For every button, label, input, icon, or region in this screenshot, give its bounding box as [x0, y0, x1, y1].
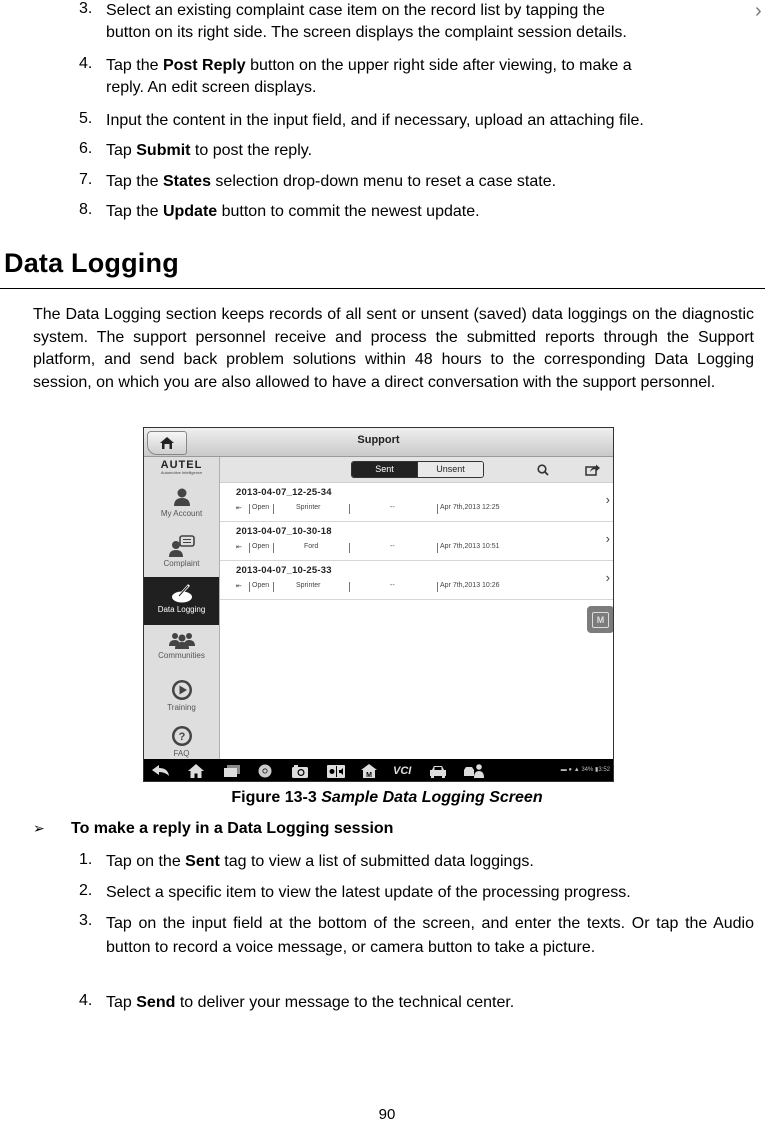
maxisys-home-icon: [361, 764, 377, 778]
step-text-line1: Select an existing complaint case item on the record list by tapping the: [106, 2, 605, 19]
step-text-line2: button on its right side. The screen displays the complaint session details.: [106, 24, 627, 41]
camera-button[interactable]: [292, 763, 308, 779]
section-heading: Data Logging: [4, 248, 179, 278]
sidebar-item-data-logging[interactable]: [144, 577, 219, 625]
browser-button[interactable]: [258, 763, 272, 779]
toolbar: [220, 457, 614, 483]
play-icon: [171, 679, 193, 701]
log-vehicle: Sprinter: [296, 582, 321, 589]
step-number: 4.: [79, 55, 93, 72]
step-text: [106, 171, 754, 193]
caption-title: Sample Data Logging Screen: [321, 789, 543, 806]
step-text-post: to post the reply.: [190, 142, 313, 159]
chevron-right-icon[interactable]: ›: [605, 570, 610, 585]
list-item[interactable]: [220, 561, 614, 600]
log-status: Open: [252, 504, 270, 511]
step-text-post: to deliver your message to the technical center.: [175, 994, 515, 1011]
step-text-post: button on the upper right side after viewing, to make a: [245, 57, 632, 74]
sidebar-item-label: FAQ: [173, 749, 190, 758]
back-button[interactable]: [152, 763, 170, 779]
brand-logo: [144, 459, 219, 475]
camera-icon: [292, 765, 308, 778]
sidebar-item-label: Complaint: [163, 559, 200, 568]
home-icon: [188, 764, 204, 778]
divider: [349, 543, 350, 553]
chevron-right-icon[interactable]: ›: [605, 531, 610, 546]
log-status: Open: [252, 582, 270, 589]
divider: [273, 543, 274, 553]
step-number: 3.: [79, 0, 93, 17]
clock-time: 3:52: [598, 767, 610, 773]
step-text-pre: Tap the: [106, 203, 163, 220]
list-item[interactable]: [220, 522, 614, 561]
display-volume-button[interactable]: [327, 763, 345, 779]
log-date: Apr 7th,2013 12:25: [440, 504, 500, 511]
title-bar: [144, 428, 613, 457]
section-body: The Data Logging section keeps records of all sent or unsent (saved) data loggings on the diagnostic system. The support personnel receive and process the submitted reports through the Support platform, and send back problem solutions within 48 hours to the corresponding Data Logging session, on which you are also allowed to have a direct conversation with the support personnel.: [33, 306, 754, 391]
log-extra: --: [390, 504, 395, 511]
sidebar-item-complaint[interactable]: [144, 529, 219, 577]
arrow-bullet-icon: ➢: [33, 820, 45, 836]
log-vehicle: Sprinter: [296, 504, 321, 511]
step-text-pre: Tap: [106, 994, 137, 1011]
step-text-post: tag to view a list of submitted data loggings.: [219, 853, 534, 870]
log-vehicle: Ford: [304, 543, 319, 550]
battery-icon: ▮: [595, 767, 599, 773]
log-meta: [236, 504, 614, 516]
log-extra: --: [390, 582, 395, 589]
data-logging-icon: [170, 583, 194, 603]
step-text: [106, 0, 754, 44]
divider: [437, 504, 438, 514]
step-number: 3.: [79, 912, 93, 929]
question-icon: [171, 725, 193, 747]
sidebar-item-label: Training: [167, 703, 196, 712]
step-text: [106, 882, 754, 904]
upload-button[interactable]: [585, 463, 600, 481]
step-number: 1.: [79, 851, 93, 868]
divider: [249, 582, 250, 592]
log-icon: ⇤: [236, 583, 242, 590]
step-text: [106, 140, 754, 162]
log-date: Apr 7th,2013 10:51: [440, 543, 500, 550]
step-bold: Submit: [136, 142, 191, 159]
step-number: 5.: [79, 110, 93, 127]
m-icon: M: [592, 612, 609, 628]
divider: [273, 582, 274, 592]
sidebar-item-label: My Account: [160, 509, 203, 518]
divider: [249, 504, 250, 514]
divider: [349, 582, 350, 592]
list-item[interactable]: [220, 483, 614, 522]
vci-label: VCI: [393, 765, 412, 777]
sidebar-item-label: Communities: [158, 651, 205, 660]
log-meta: [236, 543, 614, 555]
step-text-pre: Tap: [106, 142, 137, 159]
sidebar-item-my-account[interactable]: [144, 481, 219, 529]
step-bold: States: [162, 173, 211, 190]
upload-icon: [585, 464, 600, 476]
tab-unsent[interactable]: Unsent: [417, 462, 483, 477]
floating-m-button[interactable]: [587, 606, 614, 633]
step-text-pre: Input the content in the input field, and if necessary, upload an attaching file.: [106, 112, 644, 129]
step-text-pre: Tap on the input field at the bottom of the screen, and enter the texts. Or tap the Audio button to record a voice message, or camera button to take a picture.: [106, 915, 754, 956]
log-extra: --: [390, 543, 395, 550]
search-button[interactable]: [537, 463, 549, 481]
remote-support-icon: [463, 764, 485, 778]
sidebar-item-communities[interactable]: [144, 625, 219, 673]
browser-icon: [258, 764, 272, 778]
divider: [437, 543, 438, 553]
log-id: 2013-04-07_12-25-34: [236, 487, 332, 498]
log-meta: [236, 582, 614, 594]
sidebar: [144, 457, 220, 759]
step-text: [106, 992, 754, 1014]
chevron-right-icon: ›: [755, 0, 762, 22]
sent-unsent-toggle: [351, 461, 484, 478]
figure-screenshot: [143, 427, 614, 782]
log-date: Apr 7th,2013 10:26: [440, 582, 500, 589]
tab-sent[interactable]: Sent: [352, 462, 417, 477]
sidebar-item-label: Data Logging: [157, 605, 206, 614]
step-text-pre: Select a specific item to view the latest update of the processing progress.: [106, 884, 631, 901]
search-icon: [537, 464, 549, 476]
step-bold: Update: [162, 203, 218, 220]
step-text-post: selection drop-down menu to reset a case state.: [210, 173, 557, 190]
brand-name: AUTEL: [160, 459, 203, 471]
log-id: 2013-04-07_10-30-18: [236, 526, 332, 537]
vehicle-button[interactable]: [429, 763, 447, 779]
step-bold: Post Reply: [162, 57, 246, 74]
step-number: 8.: [79, 201, 93, 218]
log-status: Open: [252, 543, 270, 550]
step-text: [106, 851, 754, 873]
figure-caption: [0, 789, 774, 807]
recent-apps-icon: [224, 765, 240, 777]
recent-apps-button[interactable]: [224, 763, 240, 779]
page-number: 90: [378, 1106, 396, 1123]
svg-text:M: M: [366, 772, 372, 778]
battery-percent: 34%: [581, 767, 594, 773]
step-text: [106, 912, 754, 960]
system-navbar: [144, 759, 613, 782]
car-icon: [429, 765, 447, 778]
vci-button[interactable]: [393, 763, 411, 779]
step-text: [106, 110, 754, 132]
step-number: 6.: [79, 140, 93, 157]
step-text: [106, 201, 754, 223]
log-id: 2013-04-07_10-25-33: [236, 565, 332, 576]
brand-tagline: Automotive Intelligence: [160, 470, 203, 475]
remote-support-button[interactable]: [463, 763, 485, 779]
home-nav-button[interactable]: [188, 763, 204, 779]
step-text-pre: Tap the: [106, 173, 163, 190]
log-icon: ⇤: [236, 505, 242, 512]
step-text: [106, 55, 754, 99]
log-icon: ⇤: [236, 544, 242, 551]
step-text-pre: Tap on the: [106, 853, 186, 870]
divider: [437, 582, 438, 592]
step-text-pre: Tap the: [106, 57, 163, 74]
step-text-post: button to commit the newest update.: [217, 203, 480, 220]
communities-icon: [168, 631, 196, 649]
step-number: 2.: [79, 882, 93, 899]
chevron-right-icon[interactable]: ›: [605, 492, 610, 507]
divider: [349, 504, 350, 514]
procedure-heading: To make a reply in a Data Logging session: [71, 820, 394, 837]
step-number: 7.: [79, 171, 93, 188]
divider: [273, 504, 274, 514]
complaint-icon: [168, 535, 196, 557]
status-area: [561, 766, 610, 773]
step-text-line2: reply. An edit screen displays.: [106, 79, 317, 96]
divider: [249, 543, 250, 553]
sidebar-item-training[interactable]: [144, 673, 219, 721]
screen-title: Support: [357, 434, 400, 446]
step-bold: Sent: [185, 853, 220, 870]
step-bold: Send: [136, 994, 176, 1011]
brightness-volume-icon: [327, 765, 345, 778]
back-icon: [152, 765, 170, 777]
caption-prefix: Figure 13-3: [231, 789, 322, 806]
step-number: 4.: [79, 992, 93, 1009]
maxisys-home-button[interactable]: [361, 763, 377, 779]
status-icons: ▬ ● ▲: [560, 767, 582, 773]
user-icon: [172, 487, 192, 507]
heading-rule: [0, 288, 765, 289]
svg-text:?: ?: [178, 731, 185, 743]
